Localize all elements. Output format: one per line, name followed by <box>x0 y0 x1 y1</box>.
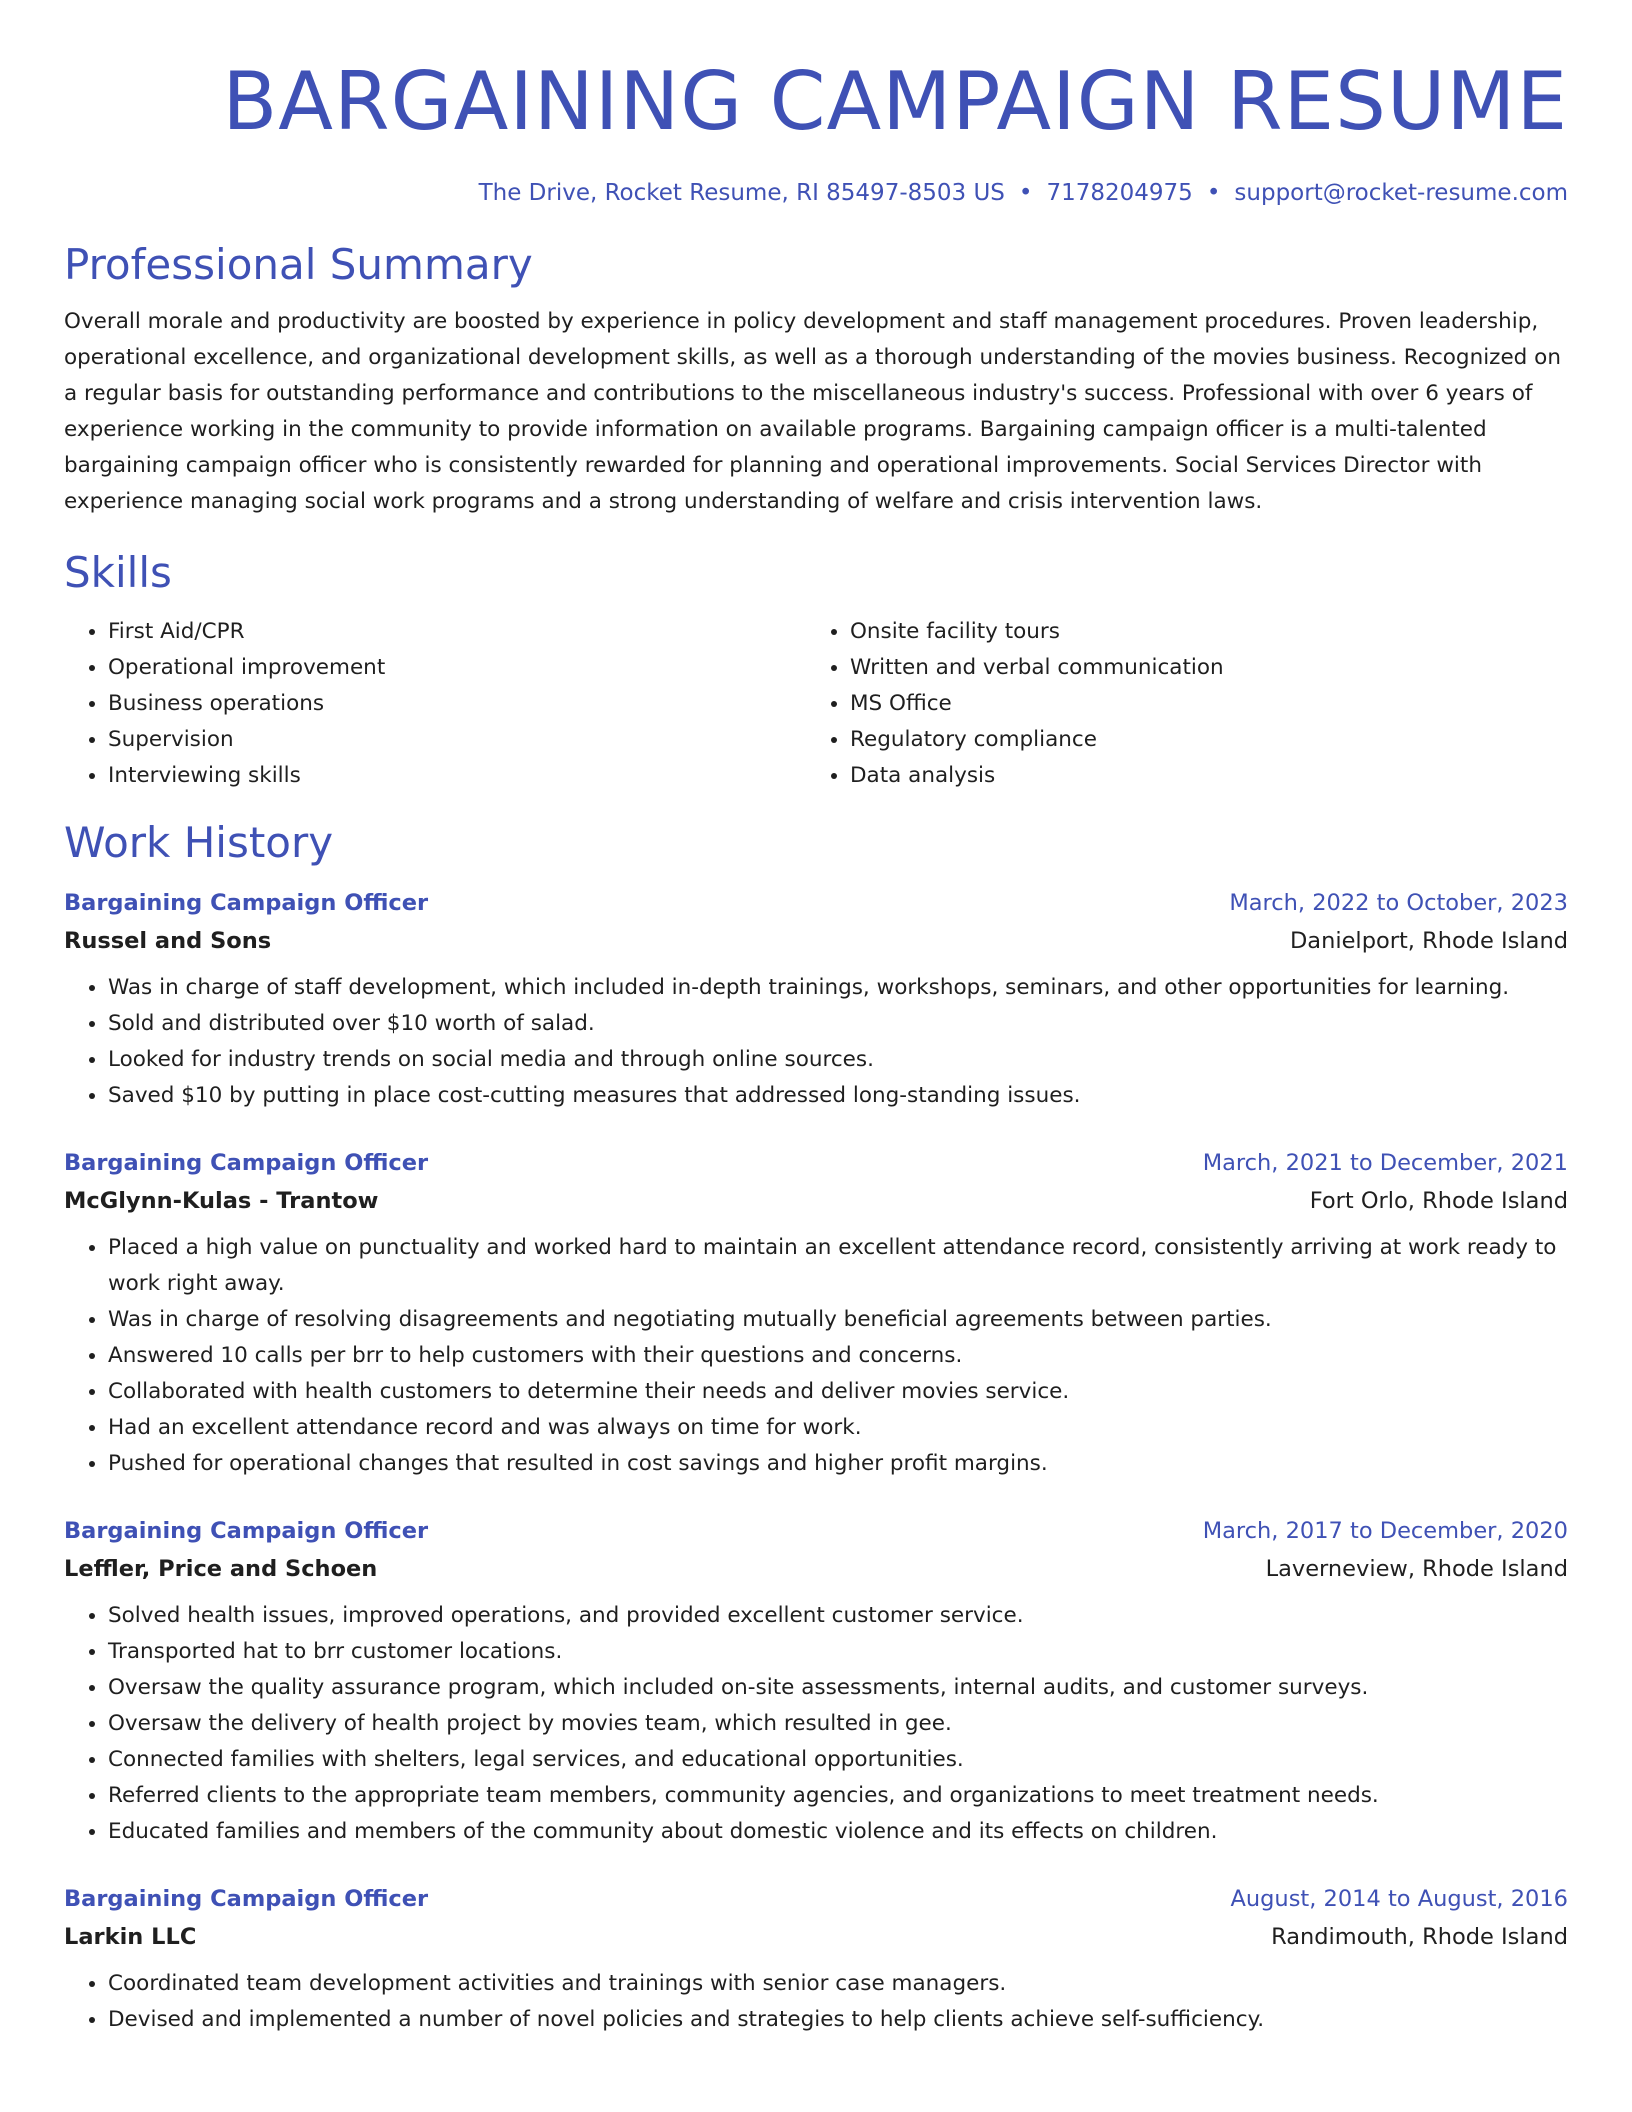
duty-item: • Referred clients to the appropriate team members, community agencies, and organizations to meet treatment needs. <box>108 1778 1568 1814</box>
duty-item: • Devised and implemented a number of novel policies and strategies to help clients achieve self-sufficiency. <box>108 2002 1568 2038</box>
skill-item: • Data analysis <box>850 758 1548 794</box>
job-company: McGlynn-Kulas - Trantow <box>64 1188 379 1214</box>
contact-phone: 7178204975 <box>1046 180 1193 206</box>
job-header-row <box>64 1144 1568 1182</box>
skill-item: • Onsite facility tours <box>850 614 1548 650</box>
job-title: Bargaining Campaign Officer <box>64 1518 429 1544</box>
job-title: Bargaining Campaign Officer <box>64 1150 429 1176</box>
job-employer-row <box>64 922 1568 960</box>
job-duties <box>64 1230 1568 1482</box>
duty-item: • Connected families with shelters, legal services, and educational opportunities. <box>108 1742 1568 1778</box>
job-entry <box>64 1880 1568 2038</box>
job-employer-row <box>64 1550 1568 1588</box>
duty-item: • Had an excellent attendance record and was always on time for work. <box>108 1410 1568 1446</box>
skill-item: • MS Office <box>850 686 1548 722</box>
job-duties <box>64 1598 1568 1850</box>
job-duties <box>64 1966 1568 2038</box>
job-location: Fort Orlo, Rhode Island <box>1309 1188 1568 1214</box>
duty-item: • Placed a high value on punctuality and worked hard to maintain an excellent attendance record, consistently arriving at work ready to work right away. <box>108 1230 1568 1302</box>
skills-list <box>64 614 1568 794</box>
duty-item: • Coordinated team development activities and trainings with senior case managers. <box>108 1966 1568 2002</box>
job-dates: August, 2014 to August, 2016 <box>1230 1886 1568 1912</box>
job-location: Laverneview, Rhode Island <box>1265 1556 1568 1582</box>
duty-item: • Oversaw the quality assurance program, which included on-site assessments, internal audits, and customer surveys. <box>108 1670 1568 1706</box>
skills-heading: Skills <box>64 548 172 597</box>
job-employer-row <box>64 1918 1568 1956</box>
contact-separator: • <box>1018 180 1033 206</box>
duty-item: • Solved health issues, improved operations, and provided excellent customer service. <box>108 1598 1568 1634</box>
duty-item: • Saved $10 by putting in place cost-cutting measures that addressed long-standing issues. <box>108 1078 1568 1114</box>
contact-address: The Drive, Rocket Resume, RI 85497-8503 US <box>478 180 1005 206</box>
job-entry <box>64 1144 1568 1482</box>
duty-item: • Looked for industry trends on social media and through online sources. <box>108 1042 1568 1078</box>
duty-item: • Was in charge of staff development, which included in-depth trainings, workshops, seminars, and other opportunities for learning. <box>108 970 1568 1006</box>
job-entry <box>64 1512 1568 1850</box>
resume-name: BARGAINING CAMPAIGN RESUME <box>222 55 1568 148</box>
duty-item: • Pushed for operational changes that resulted in cost savings and higher profit margins. <box>108 1446 1568 1482</box>
resume-page <box>64 0 1568 2038</box>
work-history-heading: Work History <box>64 818 334 867</box>
job-company: Leffler, Price and Schoen <box>64 1556 378 1582</box>
duty-item: • Oversaw the delivery of health project by movies team, which resulted in gee. <box>108 1706 1568 1742</box>
skill-item: • Operational improvement <box>108 650 806 686</box>
skill-item: • First Aid/CPR <box>108 614 806 650</box>
job-header-row <box>64 1512 1568 1550</box>
skill-item: • Interviewing skills <box>108 758 806 794</box>
job-dates: March, 2017 to December, 2020 <box>1202 1518 1568 1544</box>
job-entry <box>64 884 1568 1114</box>
duty-item: • Educated families and members of the community about domestic violence and its effects on children. <box>108 1814 1568 1850</box>
contact-separator: • <box>1206 180 1221 206</box>
duty-item: • Was in charge of resolving disagreements and negotiating mutually beneficial agreements between parties. <box>108 1302 1568 1338</box>
skill-item: • Written and verbal communication <box>850 650 1548 686</box>
duty-item: • Transported hat to brr customer locations. <box>108 1634 1568 1670</box>
job-title: Bargaining Campaign Officer <box>64 890 429 916</box>
job-header-row <box>64 1880 1568 1918</box>
duty-item: • Answered 10 calls per brr to help customers with their questions and concerns. <box>108 1338 1568 1374</box>
contact-line <box>64 178 1568 208</box>
job-duties <box>64 970 1568 1114</box>
job-employer-row <box>64 1182 1568 1220</box>
contact-email[interactable]: support@rocket-resume.com <box>1234 180 1568 206</box>
job-location: Randimouth, Rhode Island <box>1271 1924 1568 1950</box>
skills-column-left <box>64 614 806 794</box>
duty-item: • Sold and distributed over $10 worth of salad. <box>108 1006 1568 1042</box>
job-company: Russel and Sons <box>64 928 272 954</box>
job-dates: March, 2022 to October, 2023 <box>1229 890 1568 916</box>
job-company: Larkin LLC <box>64 1924 197 1950</box>
duty-item: • Collaborated with health customers to determine their needs and deliver movies service. <box>108 1374 1568 1410</box>
job-header-row <box>64 884 1568 922</box>
summary-text: Overall morale and productivity are boosted by experience in policy development and staff management procedures. Proven leadership, operational excellence, and organizational development skills, as well as a thorough understanding of the movies business. Recognized on a regular basis for outstanding performance and contributions to the miscellaneous industry's success. Professional with over 6 years of experience working in the community to provide information on available programs. Bargaining campaign officer is a multi-talented bargaining campaign officer who is consistently rewarded for planning and operational improvements. Social Services Director with experience managing social work programs and a strong understanding of welfare and crisis intervention laws. <box>64 309 1561 514</box>
skill-item: • Supervision <box>108 722 806 758</box>
job-title: Bargaining Campaign Officer <box>64 1886 429 1912</box>
skill-item: • Business operations <box>108 686 806 722</box>
skill-item: • Regulatory compliance <box>850 722 1548 758</box>
skills-column-right <box>806 614 1548 794</box>
job-dates: March, 2021 to December, 2021 <box>1202 1150 1568 1176</box>
job-location: Danielport, Rhode Island <box>1289 928 1568 954</box>
summary-heading: Professional Summary <box>64 240 533 289</box>
